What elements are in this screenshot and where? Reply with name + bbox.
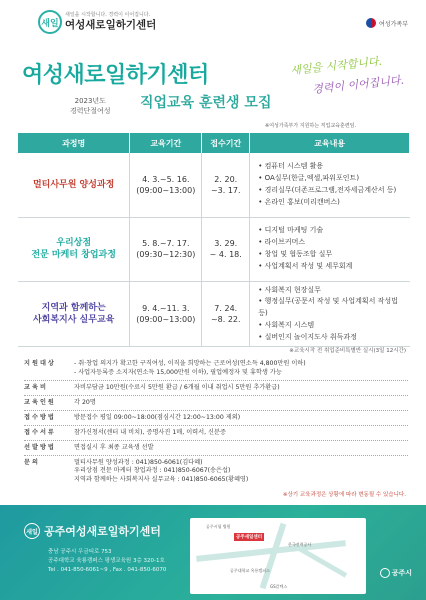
course-title: 지역과 함께하는 사회복지사 실무교육 xyxy=(18,281,130,347)
info-method: 접수방법 방문접수 평일 09:00~18:00(점심시간 12:00~13:00 제외) xyxy=(24,413,241,421)
footer-logo xyxy=(24,523,161,539)
city-logo: 공주시 xyxy=(380,568,412,578)
course-period: 4. 3.~5. 16. (09:00~13:00) xyxy=(130,153,202,217)
map-label: 공주시립 병원 xyxy=(206,524,231,529)
footer-center-name: 공주여성새로일하기센터 xyxy=(44,525,161,538)
map-label: 한국전력공사 xyxy=(288,542,312,547)
apply-period: 3. 29. ~ 4. 18. xyxy=(202,217,250,281)
course-contents: • 사회복지 현장실무 • 행정실무(공문서 작성 및 사업계획서 작성법 등) • 사회복지 시스템 • 실버인지 놀이지도사 취득과정 xyxy=(250,281,410,347)
map-pin: 공주새일센터 xyxy=(236,535,263,540)
col-header-apply: 접수기간 xyxy=(202,133,250,153)
change-note: ※상기 교육과정은 상황에 따라 변동될 수 있습니다. xyxy=(282,492,406,498)
apply-period: 2. 20. ~3. 17. xyxy=(202,153,250,217)
slogan xyxy=(289,54,410,97)
info-target: 지원대상 - 취·창업 의지가 확고한 구직여성, 이직을 희망하는 근로여성(연소득 4,800만원 이하) - 사업자등록증 소지자(연소득 15,000만원 이하), 필업예정자 및 휴학생 가능 xyxy=(24,360,306,376)
logo-name: 여성새로일하기센터 xyxy=(65,19,157,32)
info-block xyxy=(24,360,408,487)
location-map xyxy=(190,518,366,594)
col-header-content: 교육내용 xyxy=(250,133,410,153)
ministry-logo xyxy=(366,18,408,28)
slogan-line-2: 경력이 이어집니다. xyxy=(311,73,405,97)
course-title: 우리상점 전문 마케터 창업과정 xyxy=(18,217,130,281)
course-table xyxy=(18,133,410,347)
saeil-logo-icon: 새일 xyxy=(38,10,62,34)
taegeuk-icon xyxy=(366,18,376,28)
city-emblem-icon xyxy=(380,568,390,578)
table-row xyxy=(18,153,410,217)
course-contents: • 컴퓨터 시스템 활용 • OA실무(한글,엑셀,파워포인트) • 경리실무(더존프로그램,전자세금계산서 등) • 온라인 홍보(미리캔버스) xyxy=(250,153,410,217)
saeil-logo-icon: 새일 xyxy=(24,523,40,539)
prep-note: ※교육시작 전 취업준비특별반 실시(3일 12시간) xyxy=(289,348,406,354)
course-contents: • 디지털 마케팅 기술 • 라이브커머스 • 창업 및 협동조합 실무 • 사업계획서 작성 및 세무회계 xyxy=(250,217,410,281)
course-title: 멀티사무원 양성과정 xyxy=(18,153,130,217)
subtitle: 직업교육 훈련생 모집 xyxy=(140,95,272,111)
header xyxy=(0,0,426,50)
col-header-period: 교육기간 xyxy=(130,133,202,153)
course-period: 5. 8.~7. 17. (09:30~12:30) xyxy=(130,217,202,281)
map-label: GS칼텍스 xyxy=(270,584,288,589)
center-logo xyxy=(38,10,156,34)
slogan-line-1: 새일을 시작합니다. xyxy=(289,54,383,78)
table-row xyxy=(18,281,410,347)
info-count: 교육인원 각 20명 xyxy=(24,398,96,406)
page-title: 여성새로일하기센터 xyxy=(22,63,209,88)
year-label: 2023년도 경력단절여성 xyxy=(70,97,111,115)
map-label: 공주대학교 옥룡캠퍼스 xyxy=(230,568,270,573)
logo-tagline: 새일을 시작합니다. 경력이 이어집니다. xyxy=(65,12,151,19)
footer-address: 충남 공주시 우금티로 753 공주대학교 육룡캠퍼스 평생교육원 3층 320-1호 Tel . 041-850-6061~9 , Fax . 041-850-6070 xyxy=(48,549,167,573)
info-contact: 문의 멀티사무원 양성과정 : 041)850-6061(김다혜) 우리상점 전문 마케터 창업과정 : 041)850-6067(송은섭) 지역과 함께하는 사회복지사 실무교육 : 041)850-6065(황혜영) xyxy=(24,458,249,484)
support-note: ※여성가족부가 지원하는 직업교육훈련임. xyxy=(265,123,357,129)
ministry-name: 여성가족부 xyxy=(379,20,408,28)
info-docs: 접수서류 참가신청서(센터 내 비치), 증명사진 1매, 이력서, 신분증 xyxy=(24,428,226,436)
info-fee: 교육비 자비부담금 10만원(수료시 5만원 환급 / 6개월 이내 취업시 5만원 추가환급) xyxy=(24,383,280,391)
course-period: 9. 4.~11. 3. (09:00~13:00) xyxy=(130,281,202,347)
apply-period: 7. 24. ~8. 22. xyxy=(202,281,250,347)
col-header-course: 과정명 xyxy=(18,133,130,153)
table-row xyxy=(18,217,410,281)
info-select: 선발방법 면접실시 후 최종 교육생 선발 xyxy=(24,443,154,451)
